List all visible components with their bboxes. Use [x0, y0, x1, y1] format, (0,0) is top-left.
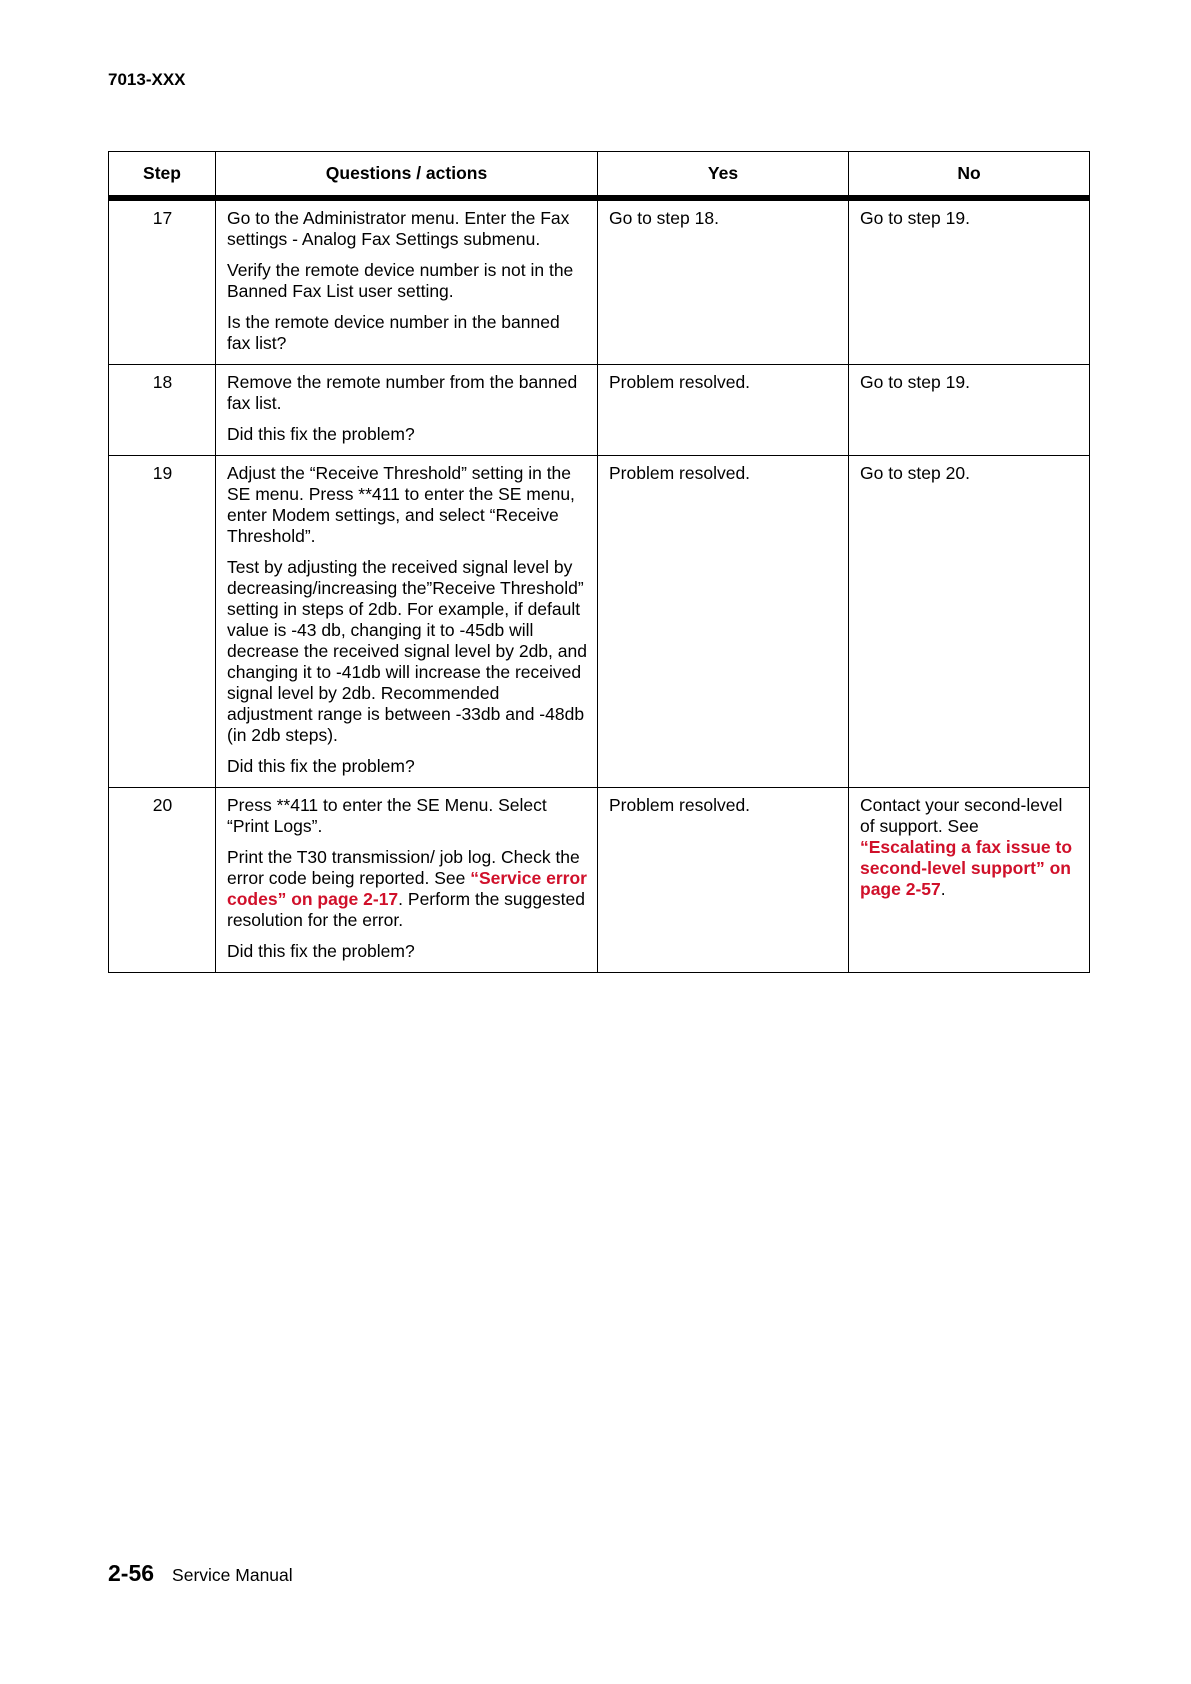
escalating-fax-issue-link[interactable]: “Escalating a fax issue to second-level support” on page 2-57 [860, 837, 1073, 899]
table-header-row [109, 152, 1090, 199]
action-text: Press **411 to enter the SE Menu. Select “Print Logs”. [227, 795, 547, 836]
service-error-codes-link[interactable]: “Service error codes” on page 2-17 [227, 868, 587, 909]
action-text [227, 847, 587, 931]
question-cell [216, 365, 598, 456]
no-cell [849, 788, 1090, 973]
no-cell: Go to step 20. [849, 456, 1090, 788]
question-cell [216, 198, 598, 365]
question-text: Did this fix the problem? [227, 941, 415, 961]
action-text: Go to the Administrator menu. Enter the Fax settings - Analog Fax Settings submenu. [227, 208, 570, 249]
question-cell [216, 788, 598, 973]
step-number: 20 [109, 788, 216, 973]
no-text-part: Contact your second-level of support. See [860, 795, 1063, 836]
action-text-part: . Perform the suggested resolution for the error. [227, 889, 585, 930]
step-number: 17 [109, 198, 216, 365]
table-row [109, 198, 1090, 365]
document-id: 7013-XXX [108, 70, 186, 89]
page-number: 2-56 [108, 1560, 155, 1586]
question-text: Did this fix the problem? [227, 424, 415, 444]
column-header-no: No [849, 152, 1090, 199]
no-cell: Go to step 19. [849, 365, 1090, 456]
troubleshooting-table [108, 151, 1090, 973]
yes-cell: Problem resolved. [598, 365, 849, 456]
action-text: Remove the remote number from the banned fax list. [227, 372, 578, 413]
no-cell: Go to step 19. [849, 198, 1090, 365]
action-text: Adjust the “Receive Threshold” setting in the SE menu. Press **411 to enter the SE menu, enter Modem settings, and select “Receive Threshold”. [227, 463, 575, 546]
step-number: 18 [109, 365, 216, 456]
question-text: Did this fix the problem? [227, 756, 415, 776]
table-row [109, 456, 1090, 788]
action-text: Test by adjusting the received signal level by decreasing/increasing the”Receive Threshold” setting in steps of 2db. For example, if default value is -43 db, changing it to -45db will decrease the received signal level by 2db, and changing it to -41db will increase the received signal level by 2db. Recommended adjustment range is between -33db and -48db (in 2db steps). [227, 557, 587, 745]
column-header-questions: Questions / actions [216, 152, 598, 199]
table-row [109, 365, 1090, 456]
page-footer [108, 1560, 293, 1587]
yes-cell: Problem resolved. [598, 456, 849, 788]
action-text-part: Print the T30 transmission/ job log. Check the error code being reported. See [227, 847, 580, 888]
step-number: 19 [109, 456, 216, 788]
column-header-step: Step [109, 152, 216, 199]
question-text: Is the remote device number in the banned fax list? [227, 312, 560, 353]
column-header-yes: Yes [598, 152, 849, 199]
question-cell [216, 456, 598, 788]
action-text: Verify the remote device number is not in the Banned Fax List user setting. [227, 260, 574, 301]
table-row [109, 788, 1090, 973]
no-text-part: . [940, 879, 946, 899]
yes-cell: Go to step 18. [598, 198, 849, 365]
yes-cell: Problem resolved. [598, 788, 849, 973]
manual-title: Service Manual [172, 1565, 293, 1585]
